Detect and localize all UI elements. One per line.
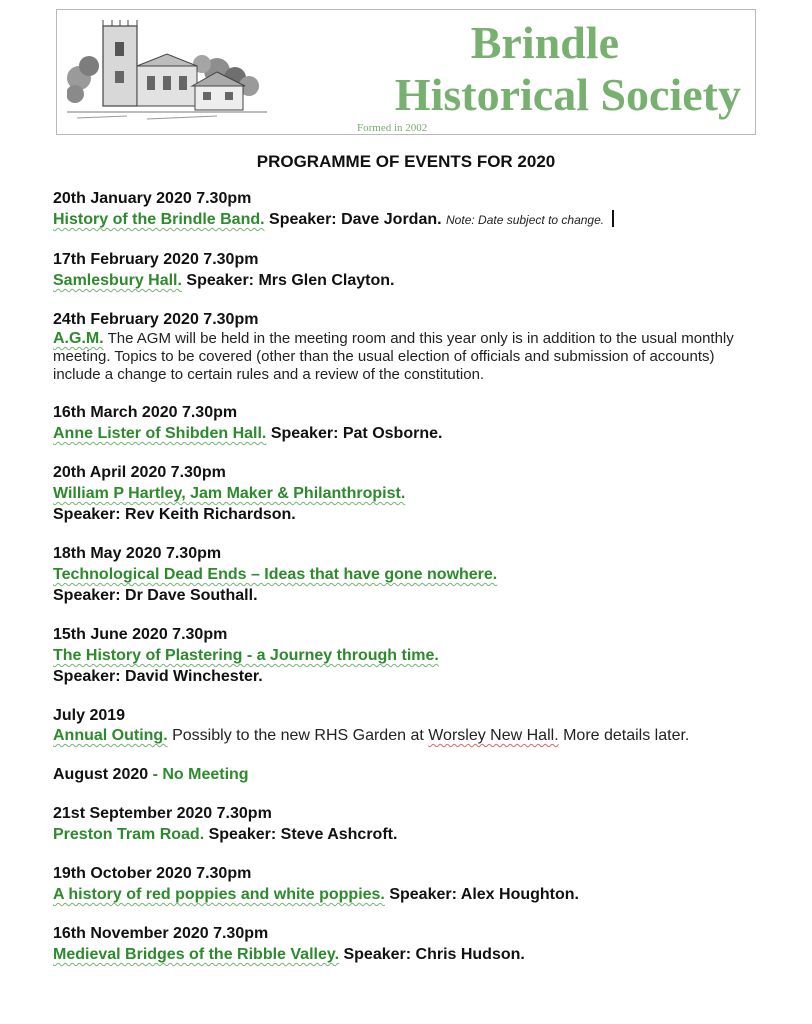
- event-date: 15th June 2020 7.30pm: [53, 626, 228, 643]
- event-date: 16th March 2020 7.30pm: [53, 404, 238, 421]
- event-item: [53, 624, 763, 687]
- events-list: [53, 188, 763, 983]
- society-name-line2: Historical Society: [394, 69, 741, 120]
- event-item: [53, 188, 763, 231]
- event-item: [53, 402, 763, 444]
- event-topic: Medieval Bridges of the Ribble Valley.: [53, 946, 340, 963]
- event-topic: Anne Lister of Shibden Hall.: [53, 425, 267, 442]
- no-meeting-label: - No Meeting: [148, 766, 249, 783]
- page-title: PROGRAMME OF EVENTS FOR 2020: [256, 152, 556, 171]
- event-speaker: Speaker: Dave Jordan.: [269, 211, 442, 228]
- event-item: [53, 462, 763, 525]
- venue-name: Worsley New Hall.: [428, 727, 559, 744]
- event-topic: Technological Dead Ends – Ideas that have gone nowhere.: [53, 566, 498, 583]
- text-cursor: [612, 210, 614, 227]
- event-speaker: Speaker: David Winchester.: [53, 668, 263, 685]
- event-date: 18th May 2020 7.30pm: [53, 545, 222, 562]
- event-speaker: Speaker: Alex Houghton.: [389, 886, 579, 903]
- event-description-end: More details later.: [558, 727, 690, 744]
- event-date: 20th April 2020 7.30pm: [53, 464, 226, 481]
- event-description: The AGM will be held in the meeting room and this year only is in addition to the usual monthly meeting. Topics to be covered (other than the usual election of officials and submission of accounts) include a change to certain rules and a review of the constitution.: [53, 330, 734, 383]
- event-speaker: Speaker: Pat Osborne.: [270, 425, 443, 442]
- event-note: Note: Date subject to change.: [446, 213, 605, 227]
- event-topic: A.G.M.: [53, 330, 104, 347]
- church-village-illustration: [67, 16, 267, 126]
- event-item: [53, 705, 763, 746]
- event-item: [53, 543, 763, 606]
- society-header: [56, 9, 756, 135]
- event-date: 17th February 2020 7.30pm: [53, 251, 259, 268]
- event-topic: The History of Plastering - a Journey through time.: [53, 647, 439, 664]
- event-speaker: Speaker: Steve Ashcroft.: [208, 826, 398, 843]
- event-item: [53, 249, 763, 291]
- event-topic: Annual Outing.: [53, 727, 168, 744]
- event-description: Possibly to the new RHS Garden at: [172, 727, 429, 744]
- event-item: [53, 764, 763, 785]
- event-item: [53, 923, 763, 965]
- event-speaker: Speaker: Rev Keith Richardson.: [53, 506, 296, 523]
- event-topic: A history of red poppies and white poppies.: [53, 886, 385, 903]
- event-topic: Samlesbury Hall.: [53, 272, 182, 289]
- event-speaker: Speaker: Mrs Glen Clayton.: [186, 272, 395, 289]
- event-date: 24th February 2020 7.30pm: [53, 311, 259, 328]
- society-name-line1: Brindle: [470, 17, 619, 68]
- event-topic: History of the Brindle Band.: [53, 211, 265, 228]
- event-date: 19th October 2020 7.30pm: [53, 865, 252, 882]
- event-speaker: Speaker: Dr Dave Southall.: [53, 587, 258, 604]
- formed-year: Formed in 2002: [357, 122, 428, 134]
- event-topic: William P Hartley, Jam Maker & Philanthropist.: [53, 485, 406, 502]
- event-item: [53, 803, 763, 845]
- event-date: 21st September 2020 7.30pm: [53, 805, 272, 822]
- event-item: [53, 309, 763, 384]
- event-date: August 2020: [53, 766, 149, 783]
- event-speaker: Speaker: Chris Hudson.: [343, 946, 525, 963]
- event-item: [53, 863, 763, 905]
- event-date: 20th January 2020 7.30pm: [53, 190, 252, 207]
- event-date: 16th November 2020 7.30pm: [53, 925, 269, 942]
- event-topic: Preston Tram Road.: [53, 826, 205, 843]
- event-date: July 2019: [53, 707, 126, 724]
